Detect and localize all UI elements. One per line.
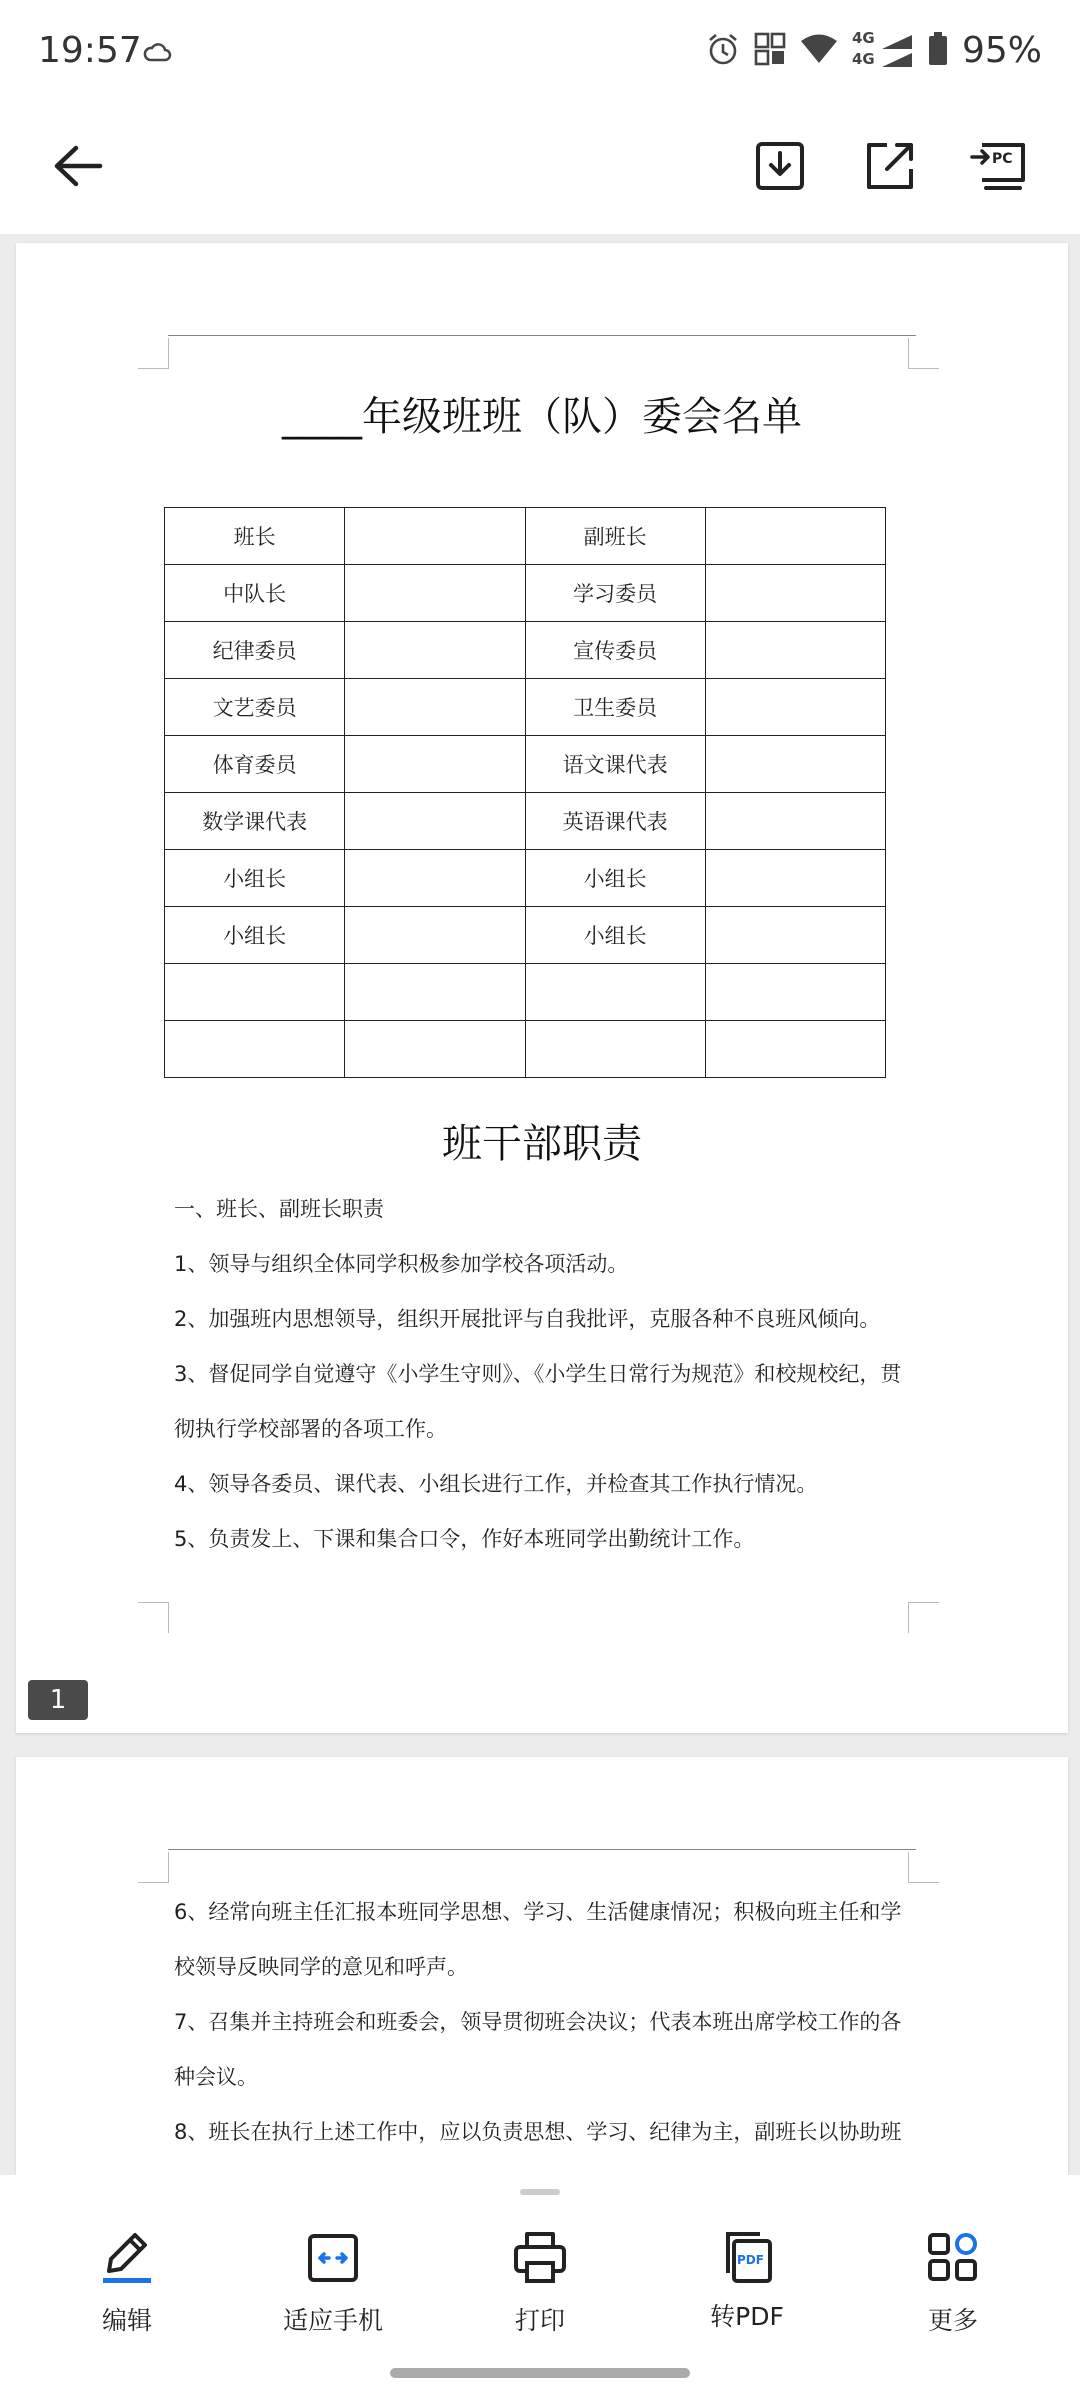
signal-icon (851, 28, 914, 71)
name-cell (705, 793, 885, 850)
table-row (165, 508, 886, 565)
page-number-badge: 1 (28, 1680, 88, 1720)
name-cell (705, 622, 885, 679)
more-button[interactable] (863, 2229, 1043, 2339)
tool-label: 转PDF (710, 2302, 784, 2331)
table-row (165, 793, 886, 850)
name-cell (705, 736, 885, 793)
page-corner-mark (908, 1602, 939, 1633)
page-corner-mark (138, 338, 169, 369)
back-arrow-icon (52, 144, 104, 192)
cast-to-pc-button[interactable] (958, 128, 1038, 208)
role-cell: 小组长 (525, 907, 705, 964)
print-button[interactable] (450, 2229, 630, 2339)
role-cell: 小组长 (165, 850, 345, 907)
table-row (165, 907, 886, 964)
fit-phone-icon (307, 2229, 359, 2289)
network-type-top: 4G (851, 28, 875, 47)
paragraph: 5、负责发上、下课和集合口令，作好本班同学出勤统计工作。 (174, 1527, 755, 1551)
status-time: 19:57 (38, 30, 142, 71)
battery-icon (928, 32, 948, 70)
table-row (165, 850, 886, 907)
name-cell (705, 565, 885, 622)
gesture-bar[interactable] (390, 2368, 690, 2378)
role-cell (165, 964, 345, 1021)
committee-roster-table (164, 507, 886, 1078)
paragraph: 校领导反映同学的意见和呼声。 (174, 1955, 468, 1979)
role-cell: 宣传委员 (525, 622, 705, 679)
tool-label: 更多 (927, 2306, 978, 2335)
paragraph: 1、领导与组织全体同学积极参加学校各项活动。 (174, 1252, 629, 1276)
network-type-bottom: 4G (851, 49, 875, 68)
table-row (165, 736, 886, 793)
paragraph: 8、班长在执行上述工作中，应以负责思想、学习、纪律为主，副班长以协助班 (174, 2120, 902, 2144)
page-corner-mark (908, 1852, 939, 1883)
name-cell (345, 622, 525, 679)
role-cell: 中队长 (165, 565, 345, 622)
more-grid-icon (926, 2229, 980, 2289)
role-cell: 体育委员 (165, 736, 345, 793)
document-page-1[interactable] (16, 243, 1068, 1733)
page-corner-mark (138, 1852, 169, 1883)
alarm-icon (706, 32, 740, 70)
role-cell: 学习委员 (525, 565, 705, 622)
role-cell: 小组长 (165, 907, 345, 964)
convert-to-pdf-button[interactable] (657, 2229, 837, 2339)
share-icon (865, 141, 915, 195)
cloud-icon (142, 40, 172, 68)
wifi-icon (800, 34, 838, 68)
tool-label: 打印 (514, 2306, 565, 2335)
tool-label: 编辑 (101, 2306, 152, 2335)
table-row (165, 622, 886, 679)
pc-label: PC (992, 151, 1013, 167)
name-cell (705, 679, 885, 736)
name-cell (345, 565, 525, 622)
role-cell: 数学课代表 (165, 793, 345, 850)
table-row (165, 679, 886, 736)
battery-percent: 95% (961, 30, 1042, 71)
paragraph: 6、经常向班主任汇报本班同学思想、学习、生活健康情况；积极向班主任和学 (174, 1900, 902, 1924)
role-cell (525, 1021, 705, 1078)
download-button[interactable] (740, 128, 820, 208)
cast-to-pc-icon (970, 142, 1026, 194)
edit-button[interactable] (37, 2229, 217, 2339)
name-cell (345, 907, 525, 964)
paragraph: 2、加强班内思想领导，组织开展批评与自我批评，克服各种不良班风倾向。 (174, 1307, 881, 1331)
role-cell: 卫生委员 (525, 679, 705, 736)
share-button[interactable] (850, 128, 930, 208)
name-cell (705, 907, 885, 964)
section-title: 班干部职责 (442, 1121, 642, 1167)
name-cell (345, 793, 525, 850)
status-bar (0, 0, 1080, 108)
role-cell: 语文课代表 (525, 736, 705, 793)
paragraph: 一、班长、副班长职责 (174, 1197, 384, 1221)
drag-handle[interactable] (520, 2189, 560, 2195)
header-rule (168, 335, 916, 336)
name-cell (345, 736, 525, 793)
pencil-icon (101, 2229, 153, 2289)
paragraph: 7、召集并主持班会和班委会，领导贯彻班会决议；代表本班出席学校工作的各 (174, 2010, 902, 2034)
name-cell (345, 964, 525, 1021)
name-cell (345, 1021, 525, 1078)
name-cell (705, 1021, 885, 1078)
pdf-badge: PDF (737, 2253, 764, 2267)
role-cell: 小组长 (525, 850, 705, 907)
table-row (165, 1021, 886, 1078)
paragraph: 种会议。 (174, 2065, 258, 2089)
table-row (165, 964, 886, 1021)
role-cell: 副班长 (525, 508, 705, 565)
name-cell (705, 964, 885, 1021)
pdf-convert-icon (720, 2229, 774, 2285)
roster-title: ____年级班班（队）委会名单 (282, 394, 802, 440)
role-cell (165, 1021, 345, 1078)
nfc-grid-icon (754, 32, 786, 70)
page-corner-mark (908, 338, 939, 369)
table-row (165, 565, 886, 622)
role-cell: 英语课代表 (525, 793, 705, 850)
app-bar (0, 108, 1080, 234)
paragraph: 3、督促同学自觉遵守《小学生守则》、《小学生日常行为规范》和校规校纪，贯 (174, 1362, 902, 1386)
role-cell: 纪律委员 (165, 622, 345, 679)
back-button[interactable] (38, 128, 118, 208)
tool-label: 适应手机 (282, 2306, 383, 2335)
role-cell (525, 964, 705, 1021)
paragraph: 彻执行学校部署的各项工作。 (174, 1417, 447, 1441)
printer-icon (513, 2229, 567, 2289)
name-cell (345, 508, 525, 565)
header-rule (168, 1849, 916, 1850)
role-cell: 班长 (165, 508, 345, 565)
paragraph: 4、领导各委员、课代表、小组长进行工作，并检查其工作执行情况。 (174, 1472, 818, 1496)
role-cell: 文艺委员 (165, 679, 345, 736)
name-cell (705, 850, 885, 907)
bottom-toolbar (0, 2175, 1080, 2400)
name-cell (345, 679, 525, 736)
fit-phone-button[interactable] (243, 2229, 423, 2339)
document-page-2[interactable] (16, 1757, 1068, 2177)
name-cell (705, 508, 885, 565)
download-icon (755, 141, 805, 195)
name-cell (345, 850, 525, 907)
page-corner-mark (138, 1602, 169, 1633)
